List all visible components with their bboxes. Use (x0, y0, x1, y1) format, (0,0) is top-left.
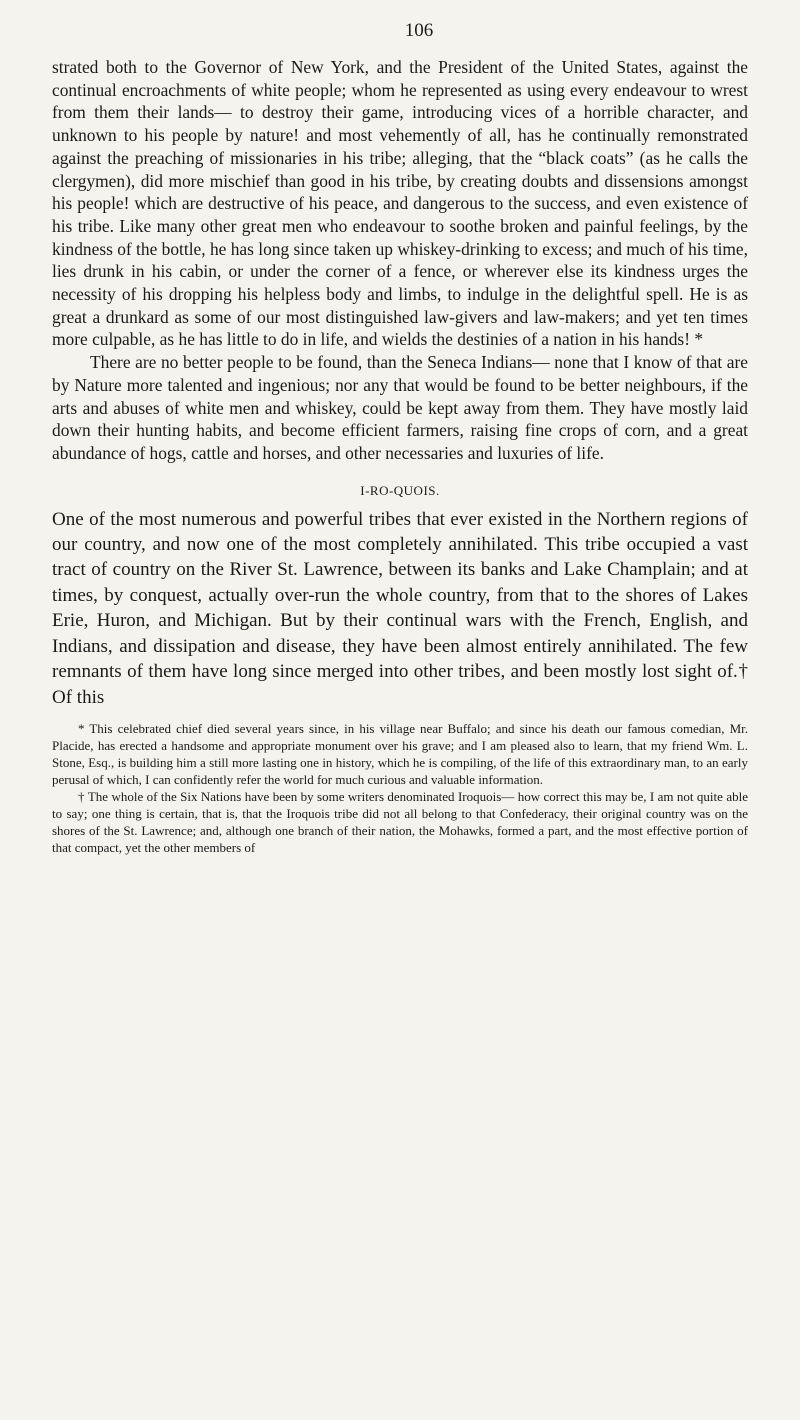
footnote-2: † The whole of the Six Nations have been by some writers denominated Iroquois— how correct this may be, I am not quite able to say; one thing is certain, that is, that the Iroquois tribe did not all belong to that Confederacy, their original country was on the shores of the St. Lawrence; and, although one branch of their nation, the Mohawks, formed a part, and the most effective portion of that compact, yet the other members of (52, 788, 748, 855)
section-body (52, 507, 748, 710)
footnotes (52, 720, 748, 856)
footnote-1: * This celebrated chief died several years since, in his village near Buffalo; and since his death our famous comedian, Mr. Placide, has erected a handsome and appropriate monument over his grave; and I am pleased also to learn, that my friend Wm. L. Stone, Esq., is building him a still more lasting one in history, which he is compiling, of the life of this extraordinary man, to an early perusal of which, I can confidently refer the world for much curious and valuable information. (52, 720, 748, 787)
body-text (52, 56, 748, 465)
section-paragraph: One of the most numerous and powerful tribes that ever existed in the Northern regions of our country, and now one of the most completely annihilated. This tribe occupied a vast tract of country on the River St. Lawrence, between its banks and Lake Champlain; and at times, by conquest, actually over-run the whole country, from that to the shores of Lakes Erie, Huron, and Michigan. But by their continual wars with the French, English, and Indians, and dissipation and disease, they have been almost entirely annihilated. The few remnants of them have long since merged into other tribes, and been mostly lost sight of.† Of this (52, 508, 748, 708)
paragraph-2: There are no better people to be found, than the Seneca Indians— none that I know of that are by Nature more talented and ingenious; nor any that would be found to be better neighbours, if the arts and abuses of white men and whiskey, could be kept away from them. They have mostly laid down their hunting habits, and become efficient farmers, raising fine crops of corn, and a great abundance of hogs, cattle and horses, and other necessaries and luxuries of life. (52, 352, 748, 463)
page-number: 106 (404, 20, 434, 41)
paragraph-1: strated both to the Governor of New York, and the President of the United States, against the continual encroachments of white people; whom he represented as using every endeavour to wrest from them their lands— to destroy their game, introducing vices of a horrible character, and unknown to his people by nature! and most vehemently of all, has he continually remonstrated against the preaching of missionaries in his tribe; alleging, that the “black coats” (as he calls the clergymen), did more mischief than good in his tribe, by creating doubts and dissensions amongst his people! which are destructive of his peace, and dangerous to the success, and even existence of his tribe. Like many other great men who endeavour to soothe broken and painful feelings, by the kindness of the bottle, he has long since taken up whiskey-drinking to excess; and much of his time, lies drunk in his cabin, or under the corner of a fence, or wherever else its kindness urges the necessity of his dropping his helpless body and limbs, to indulge in the delightful spell. He is as great a drunkard as some of our most distinguished law-givers and law-makers; and yet ten times more culpable, as he has little to do in life, and wields the destinies of a nation in his hands! * (52, 57, 748, 350)
section-heading: I-RO-QUOIS. (360, 482, 440, 498)
